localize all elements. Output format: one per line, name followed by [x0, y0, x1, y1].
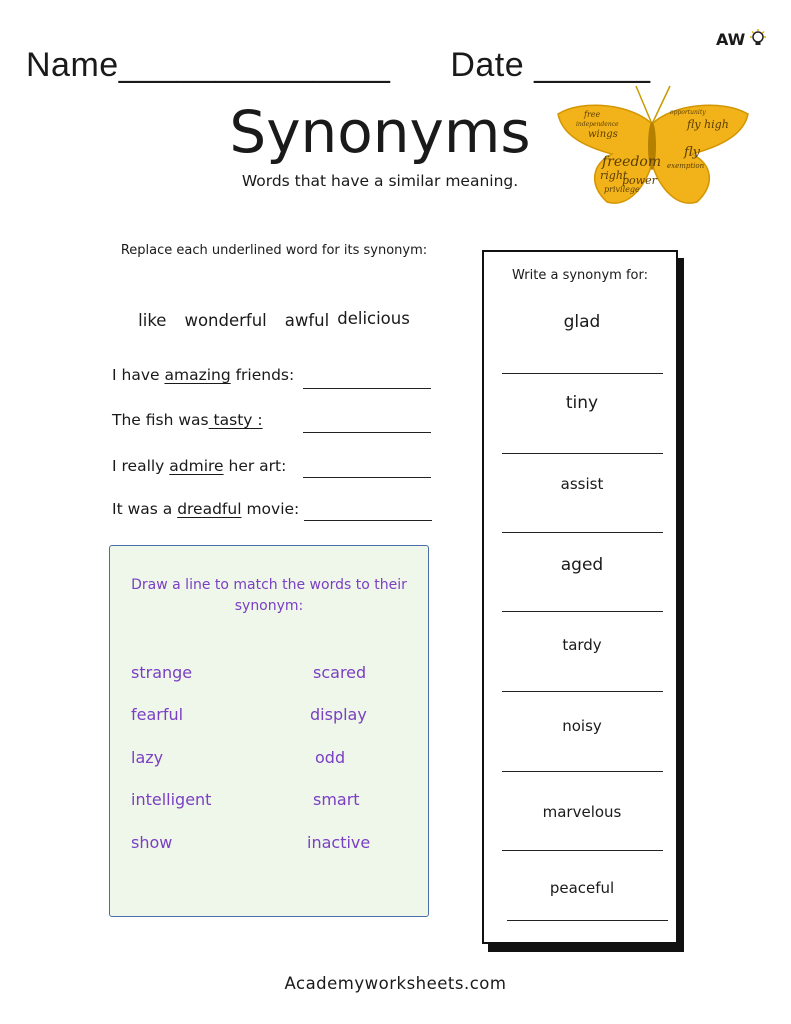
match-left-word[interactable]: fearful	[131, 705, 184, 724]
sentence-1: I have amazing friends:	[112, 366, 295, 384]
answer-blank[interactable]	[303, 387, 431, 389]
answer-line[interactable]	[502, 532, 663, 533]
synonym-column	[482, 250, 678, 944]
page-title: Synonyms	[229, 98, 531, 166]
lightbulb-icon	[747, 28, 769, 50]
word-bank-item: like	[138, 311, 167, 330]
synonym-prompt-word: tardy	[562, 636, 602, 654]
word-bank-item: wonderful	[184, 311, 267, 330]
replace-instruction: Replace each underlined word for its synonym:	[120, 243, 428, 258]
match-right-word[interactable]: display	[310, 705, 367, 724]
butterfly-word: power	[622, 174, 657, 187]
synonym-instruction: Write a synonym for:	[512, 268, 648, 283]
butterfly-word-cloud	[552, 84, 752, 214]
synonym-prompt-word: noisy	[562, 717, 602, 735]
butterfly-word: independence	[576, 121, 619, 128]
match-right-word[interactable]: inactive	[307, 833, 371, 852]
synonym-prompt-word: aged	[560, 555, 604, 575]
answer-line[interactable]	[502, 691, 663, 692]
butterfly-word: fly	[684, 145, 701, 160]
aw-logo	[716, 28, 769, 50]
footer-website: Academyworksheets.com	[284, 974, 507, 993]
synonym-prompt-word: glad	[563, 312, 601, 332]
butterfly-word: exemption	[667, 162, 705, 170]
sentence-3: I really admire her art:	[112, 457, 287, 475]
butterfly-word: freedom	[602, 154, 662, 170]
word-bank-item: awful	[284, 311, 330, 330]
answer-line[interactable]	[502, 611, 663, 612]
answer-blank[interactable]	[304, 519, 432, 521]
match-right-word[interactable]: odd	[315, 748, 346, 767]
underlined-word: admire	[169, 457, 224, 475]
answer-line[interactable]	[507, 920, 668, 921]
underlined-word: dreadful	[177, 500, 242, 518]
match-right-word[interactable]: smart	[313, 790, 360, 809]
word-bank-item: delicious	[337, 309, 410, 328]
match-left-word[interactable]: show	[131, 833, 173, 852]
date-label: Date ______	[450, 46, 651, 84]
butterfly-word: right	[600, 169, 628, 182]
word-bank	[0, 311, 548, 330]
name-date-line	[26, 46, 651, 85]
match-right-word[interactable]: scared	[313, 663, 367, 682]
butterfly-word: fly high	[687, 118, 729, 131]
synonym-prompt-word: assist	[560, 475, 604, 493]
underlined-word: amazing	[164, 366, 231, 384]
butterfly-word: free	[584, 110, 601, 119]
match-left-word[interactable]: strange	[131, 663, 193, 682]
synonym-prompt-word: tiny	[565, 393, 599, 413]
butterfly-word: opportunity	[670, 109, 706, 116]
synonym-prompt-word: marvelous	[542, 803, 622, 821]
answer-line[interactable]	[502, 373, 663, 374]
matching-instruction: Draw a line to match the words to their synonym:	[131, 577, 407, 614]
match-left-word[interactable]: intelligent	[131, 790, 212, 809]
answer-blank[interactable]	[303, 431, 431, 433]
sentence-4: It was a dreadful movie:	[112, 500, 300, 518]
page-subtitle: Words that have a similar meaning.	[241, 172, 519, 190]
answer-line[interactable]	[502, 453, 663, 454]
answer-line[interactable]	[502, 771, 663, 772]
answer-line[interactable]	[502, 850, 663, 851]
synonym-prompt-word: peaceful	[549, 879, 615, 897]
logo-text: AW	[716, 29, 746, 49]
name-label: Name______________	[26, 46, 391, 84]
answer-blank[interactable]	[303, 476, 431, 478]
match-left-word[interactable]: lazy	[131, 748, 164, 767]
butterfly-word: privilege	[604, 185, 640, 194]
underlined-word: tasty :	[208, 411, 263, 429]
sentence-2: The fish was tasty :	[112, 411, 263, 429]
butterfly-word: wings	[588, 129, 618, 140]
